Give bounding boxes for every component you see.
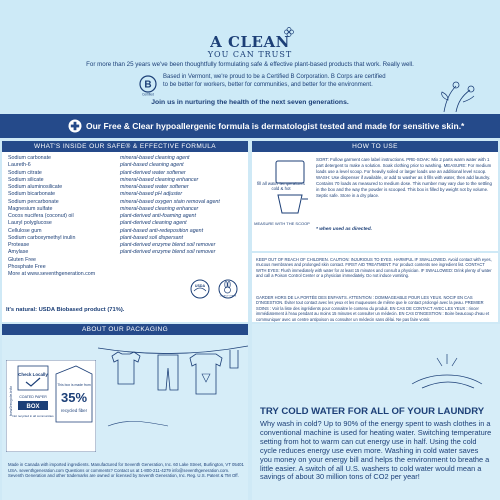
ingredient-function: plant-derived water softener — [120, 169, 186, 176]
recycled-percent: 35% — [60, 390, 88, 405]
how2recycle-label-icon — [6, 360, 96, 452]
how-to-use-note: * when used as directed. — [316, 227, 372, 232]
bcorp-logo-caption: Certified — [142, 92, 154, 96]
ingredient-function: plant-based anti-redeposition agent — [120, 227, 204, 234]
ingredient-row — [8, 271, 246, 278]
ingredient-row — [8, 191, 246, 198]
ingredient-row — [8, 177, 246, 184]
ingredient-row — [8, 170, 246, 177]
bcorp-line-2: to be better for workers, better for communities, and better for the environment. — [163, 81, 373, 88]
bcorp-logo-icon — [137, 74, 159, 96]
ingredient-function: mineral-based cleaning enhancer — [120, 205, 199, 212]
ingredient-function: plant-derived enzyme blend soil remover — [120, 249, 216, 256]
warning-text-french: GARDER HORS DE LA PORTÉE DES ENFANTS. ATTENTION : DOMMAGEABLE POUR LES YEUX. NOCIF EN CAS D'INGESTION. Éviter tout contact avec les yeux et les muqueuses de même que le contact prolongé avec la peau. PREMIER SOINS : Voir la liste des ingrédients pour connaitre le contenu du produit. EN CAS DE CONTACT AVEC LES YEUX : rincer immédiatement à l'eau pendant au moins 15 minutes et consulter un médecin. EN CAS D'INGESTION : Boire beaucoup d'eau et communiquer avec un centre antipoison ou consulter un médecin sans délai. Ne pas faire vomir. — [256, 295, 490, 322]
recycled-box-made: This box is made from — [57, 383, 91, 387]
how2recycle-side-text: how2recycle.info — [8, 386, 13, 416]
cold-water-panel — [252, 324, 500, 500]
ingredient-function: mineral-based oxygen stain removal agent — [120, 198, 220, 205]
packaging-header: ABOUT OUR PACKAGING — [2, 324, 248, 335]
ingredient-row — [8, 242, 246, 249]
how2recycle-coated: COATED PAPER — [19, 395, 47, 399]
ingredient-row — [8, 220, 246, 227]
manufacturer-fine-print: Made in Canada with imported ingredients. Manufactured for Seventh Generation, Inc. 60 Lake Street, Burlington, VT 05401 USA. seventhgeneration.com Questions or comments? Contact us at 1-800-211-4279 info@seventhgeneration.com. Seventh Generation and other trademarks are owned or licensed by Seventh Generation, Inc. Reg. U.S. Patent & TM Off. — [8, 462, 244, 479]
ingredient-name: Sodium carboxymethyl inulin — [8, 234, 76, 241]
ingredient-name: Protease — [8, 242, 30, 248]
ingredient-row — [8, 249, 246, 256]
ingredient-row — [8, 162, 246, 169]
how-to-use-text: SORT: Follow garment care label instructions. PRE-SOAK: Mix 2 parts warm water with 1 part detergent to make a solution. Soak clothing prior to washing. MEASURE: For medium loads use a level scoop. For heavily soiled or larger loads use an additional level scoop. WASH: Use dispenser if available, or add to washer as it fills with water, then add laundry. Contains 70 loads as measured to medium dose. This number may vary due to the settling in the box and the way the powder is scooped. This box is filled by weight not by volume. Septic safe. Store in a dry place. — [316, 157, 492, 198]
warning-text-english: KEEP OUT OF REACH OF CHILDREN. CAUTION: INJURIOUS TO EYES. HARMFUL IF SWALLOWED. Avoid contact with eyes, mucous membranes and prolonged skin contact. FIRST AID TREATMENT: For product contents see ingredient list. CONTACT WITH EYES: Flush immediately with water for at least 15 minutes and consult a physician. IF SWALLOWED: Drink plenty of water and call a Poison Control Center or a physician immediately. Do not induce vomiting. — [256, 257, 492, 279]
ingredient-row — [8, 199, 246, 206]
ingredient-row — [8, 235, 246, 242]
bcorp-text — [163, 74, 403, 89]
ingredient-row — [8, 206, 246, 213]
how-to-use-panel — [252, 141, 498, 251]
brand-subtitle: YOU CAN TRUST — [207, 50, 293, 59]
sun-decoration-icon — [402, 344, 492, 394]
ingredient-function: plant-derived anti-foaming agent — [120, 213, 196, 219]
join-tagline: Join us in nurturing the health of the next seven generations. — [151, 99, 349, 106]
ingredient-function: plant-derived cleaning agent — [120, 220, 187, 227]
ingredient-function: mineral-based cleaning enhancer — [120, 176, 199, 183]
packaging-panel — [2, 324, 248, 500]
cold-water-title: TRY COLD WATER FOR ALL OF YOUR LAUNDRY — [260, 406, 485, 417]
ingredient-name: Laureth-6 — [8, 162, 31, 169]
cruelty-free-icon — [218, 279, 238, 299]
ingredient-name: Sodium percarbonate — [8, 198, 59, 205]
flower-decoration-icon — [436, 76, 482, 112]
ingredient-name: Cocos nucifera (coconut) oil — [8, 213, 74, 219]
ingredient-name: Amylase — [8, 249, 29, 256]
ingredient-name: Cellulose gum — [8, 227, 42, 234]
scoop-temperature-label: fill all water temperatures cold & hot — [257, 181, 305, 191]
ingredient-function: mineral-based cleaning agent — [120, 155, 190, 161]
ingredients-panel — [2, 141, 248, 322]
ingredient-list — [8, 155, 246, 278]
ingredient-name: Lauryl polyglucose — [8, 220, 52, 227]
ingredient-name: Sodium aluminosilicate — [8, 184, 63, 190]
ingredient-name: Sodium bicarbonate — [8, 191, 56, 198]
ingredient-name: Magnesium sulfate — [8, 205, 53, 212]
ingredient-name: Sodium citrate — [8, 169, 42, 176]
ingredient-row — [8, 257, 246, 264]
cruelty-free-label: CRUELTY FREE — [219, 295, 237, 298]
scoop-measure-label: MEASURE WITH THE SCOOP — [254, 221, 310, 226]
usda-label: USDA — [194, 284, 206, 288]
brand-title: A CLEAN — [210, 33, 290, 51]
how2recycle-check-text: Check Locally — [18, 372, 48, 377]
clothesline-illustration-icon — [98, 338, 248, 428]
ingredient-function: plant-derived enzyme blend soil remover — [120, 242, 216, 248]
ingredient-function: plant-based soil dispersant — [120, 234, 184, 241]
ingredient-name: More at www.seventhgeneration.com — [8, 271, 96, 277]
medical-cross-icon — [68, 119, 82, 133]
ingredient-name: Gluten Free — [8, 256, 36, 263]
how-to-use-header: HOW TO USE — [252, 141, 498, 152]
ingredient-row — [8, 213, 246, 220]
intro-text: For more than 25 years we've been thoughtfully formulating safe & effective plant-based products that work. Really well. — [86, 61, 414, 68]
ingredient-name: Sodium carbonate — [8, 155, 51, 161]
derm-banner-text: Our Free & Clear hypoallergenic formula is dermatologist tested and made for sensitive skin.* — [86, 121, 465, 131]
bcorp-logo-letter: B — [144, 79, 152, 91]
recycled-fiber-label: recycled fiber — [60, 408, 88, 413]
usda-biobased-icon — [190, 279, 210, 299]
warnings-panel — [252, 253, 498, 322]
ingredient-row — [8, 264, 246, 271]
biobased-statement: It's natural: USDA Biobased product (71%). — [6, 307, 125, 313]
cold-water-text: Why wash in cold? Up to 90% of the energy spent to wash clothes in a conventional machine is used for heating water. Switching temperature setting from hot to warm can cut energy use in half. Using the cold cycle reduces energy use even more. Washing in cold water saves you money on your energy bill and helps the environment to breathe a little easier. A switch of all U.S. washers to cold water would mean a savings of about 30 million tons of CO2 per year! — [260, 419, 492, 482]
ingredient-row — [8, 155, 246, 162]
how2recycle-not: Not recycled in all communities — [12, 414, 54, 418]
bcorp-line-1: Based in Vermont, we're proud to be a Certified B Corporation. B Corps are certified — [163, 74, 386, 80]
ingredient-function: plant-based cleaning agent — [120, 162, 184, 169]
ingredient-name: Phosphate Free — [8, 263, 46, 270]
ingredients-header: WHAT'S INSIDE OUR SAFE® & EFFECTIVE FORMULA — [2, 141, 248, 152]
how2recycle-box: BOX — [26, 404, 40, 410]
flower-icon — [284, 27, 294, 37]
ingredient-function: mineral-based water softener — [120, 184, 189, 190]
ingredient-name: Sodium silicate — [8, 176, 44, 183]
ingredient-row — [8, 228, 246, 235]
ingredient-function: mineral-based pH adjuster — [120, 191, 183, 198]
ingredient-row — [8, 184, 246, 191]
